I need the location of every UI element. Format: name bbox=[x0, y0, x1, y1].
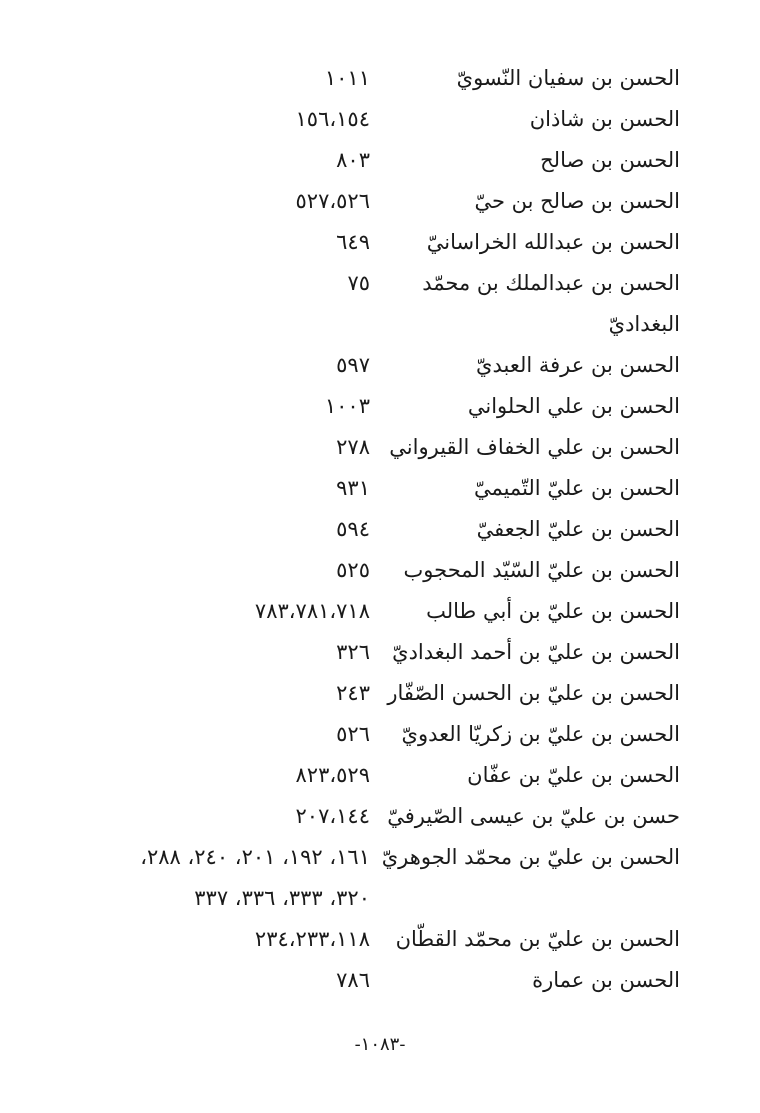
index-entry bbox=[100, 796, 680, 837]
entry-pages: ٨٢٣،٥٢٩ bbox=[295, 763, 370, 787]
entry-pages: ١٦١، ١٩٢، ٢٠١، ٢٤٠، ٢٨٨، ٣٢٠، ٣٣٣، ٣٣٦، ٣٣٧ bbox=[140, 845, 370, 910]
entry-pages: ٥٩٧ bbox=[336, 353, 370, 377]
index-entry bbox=[100, 755, 680, 796]
entry-name: الحسن بن عرفة العبديّ bbox=[476, 353, 680, 377]
entry-pages: ٧٨٣،٧٨١،٧١٨ bbox=[254, 599, 370, 623]
index-entry bbox=[100, 468, 680, 509]
entry-pages: ٦٤٩ bbox=[336, 230, 370, 254]
entry-pages: ١٥٦،١٥٤ bbox=[295, 107, 370, 131]
entry-name: الحسن بن سفيان النّسويّ bbox=[456, 66, 680, 90]
entry-name: الحسن بن شاذان bbox=[529, 107, 680, 131]
entry-pages: ٢٤٣ bbox=[336, 681, 370, 705]
index-entry bbox=[100, 181, 680, 222]
entry-name: الحسن بن عليّ بن محمّد القطّان bbox=[395, 927, 680, 951]
entry-name: الحسن بن عبدالملك بن محمّد البغداديّ bbox=[422, 271, 680, 336]
index-entry bbox=[100, 386, 680, 427]
index-entry bbox=[100, 714, 680, 755]
entry-pages: ٧٥ bbox=[347, 271, 370, 295]
index-entry bbox=[100, 960, 680, 1001]
entry-pages: ٥٢٦ bbox=[336, 722, 370, 746]
entry-name: الحسن بن صالح bbox=[540, 148, 680, 172]
entry-name: الحسن بن عليّ بن محمّد الجوهريّ bbox=[381, 845, 680, 869]
entry-name: الحسن بن عليّ بن أبي طالب bbox=[426, 599, 680, 623]
page-number: -١٠٨٣- bbox=[354, 1034, 406, 1055]
index-entry bbox=[100, 99, 680, 140]
entry-pages: ١٠٠٣ bbox=[324, 394, 370, 418]
entry-name: حسن بن عليّ بن عيسى الصّيرفيّ bbox=[387, 804, 680, 828]
entry-pages: ٩٣١ bbox=[336, 476, 370, 500]
index-entry bbox=[100, 632, 680, 673]
entry-name: الحسن بن علي الخفاف القيرواني bbox=[389, 435, 680, 459]
entry-name: الحسن بن عليّ بن زكريّا العدويّ bbox=[401, 722, 680, 746]
entry-name: الحسن بن علي الحلواني bbox=[467, 394, 680, 418]
index-entry bbox=[100, 673, 680, 714]
entry-pages: ٨٠٣ bbox=[336, 148, 370, 172]
entry-name: الحسن بن عليّ التّميميّ bbox=[473, 476, 680, 500]
entry-name: الحسن بن عليّ بن أحمد البغداديّ bbox=[392, 640, 680, 664]
index-list bbox=[100, 58, 680, 1001]
entry-pages: ١٠١١ bbox=[324, 66, 370, 90]
entry-pages: ٧٨٦ bbox=[336, 968, 370, 992]
index-entry bbox=[100, 58, 680, 99]
index-entry bbox=[100, 837, 680, 919]
entry-pages: ٢٠٧،١٤٤ bbox=[295, 804, 370, 828]
index-entry bbox=[100, 919, 680, 960]
entry-name: الحسن بن عبدالله الخراسانيّ bbox=[426, 230, 680, 254]
entry-name: الحسن بن عليّ السّيّد المحجوب bbox=[403, 558, 680, 582]
entry-name: الحسن بن صالح بن حيّ bbox=[474, 189, 680, 213]
index-entry bbox=[100, 345, 680, 386]
index-entry bbox=[100, 140, 680, 181]
entry-pages: ٣٢٦ bbox=[336, 640, 370, 664]
entry-name: الحسن بن عمارة bbox=[532, 968, 680, 992]
index-entry bbox=[100, 263, 680, 345]
entry-pages: ٥٢٧،٥٢٦ bbox=[295, 189, 370, 213]
entry-name: الحسن بن عليّ بن الحسن الصّفّار bbox=[387, 681, 680, 705]
index-entry bbox=[100, 222, 680, 263]
entry-name: الحسن بن عليّ بن عفّان bbox=[467, 763, 680, 787]
entry-pages: ٢٧٨ bbox=[336, 435, 370, 459]
index-entry bbox=[100, 427, 680, 468]
entry-name: الحسن بن عليّ الجعفيّ bbox=[476, 517, 680, 541]
entry-pages: ٢٣٤،٢٣٣،١١٨ bbox=[254, 927, 370, 951]
index-entry bbox=[100, 509, 680, 550]
entry-pages: ٥٩٤ bbox=[336, 517, 370, 541]
index-entry bbox=[100, 591, 680, 632]
entry-pages: ٥٢٥ bbox=[336, 558, 370, 582]
index-entry bbox=[100, 550, 680, 591]
